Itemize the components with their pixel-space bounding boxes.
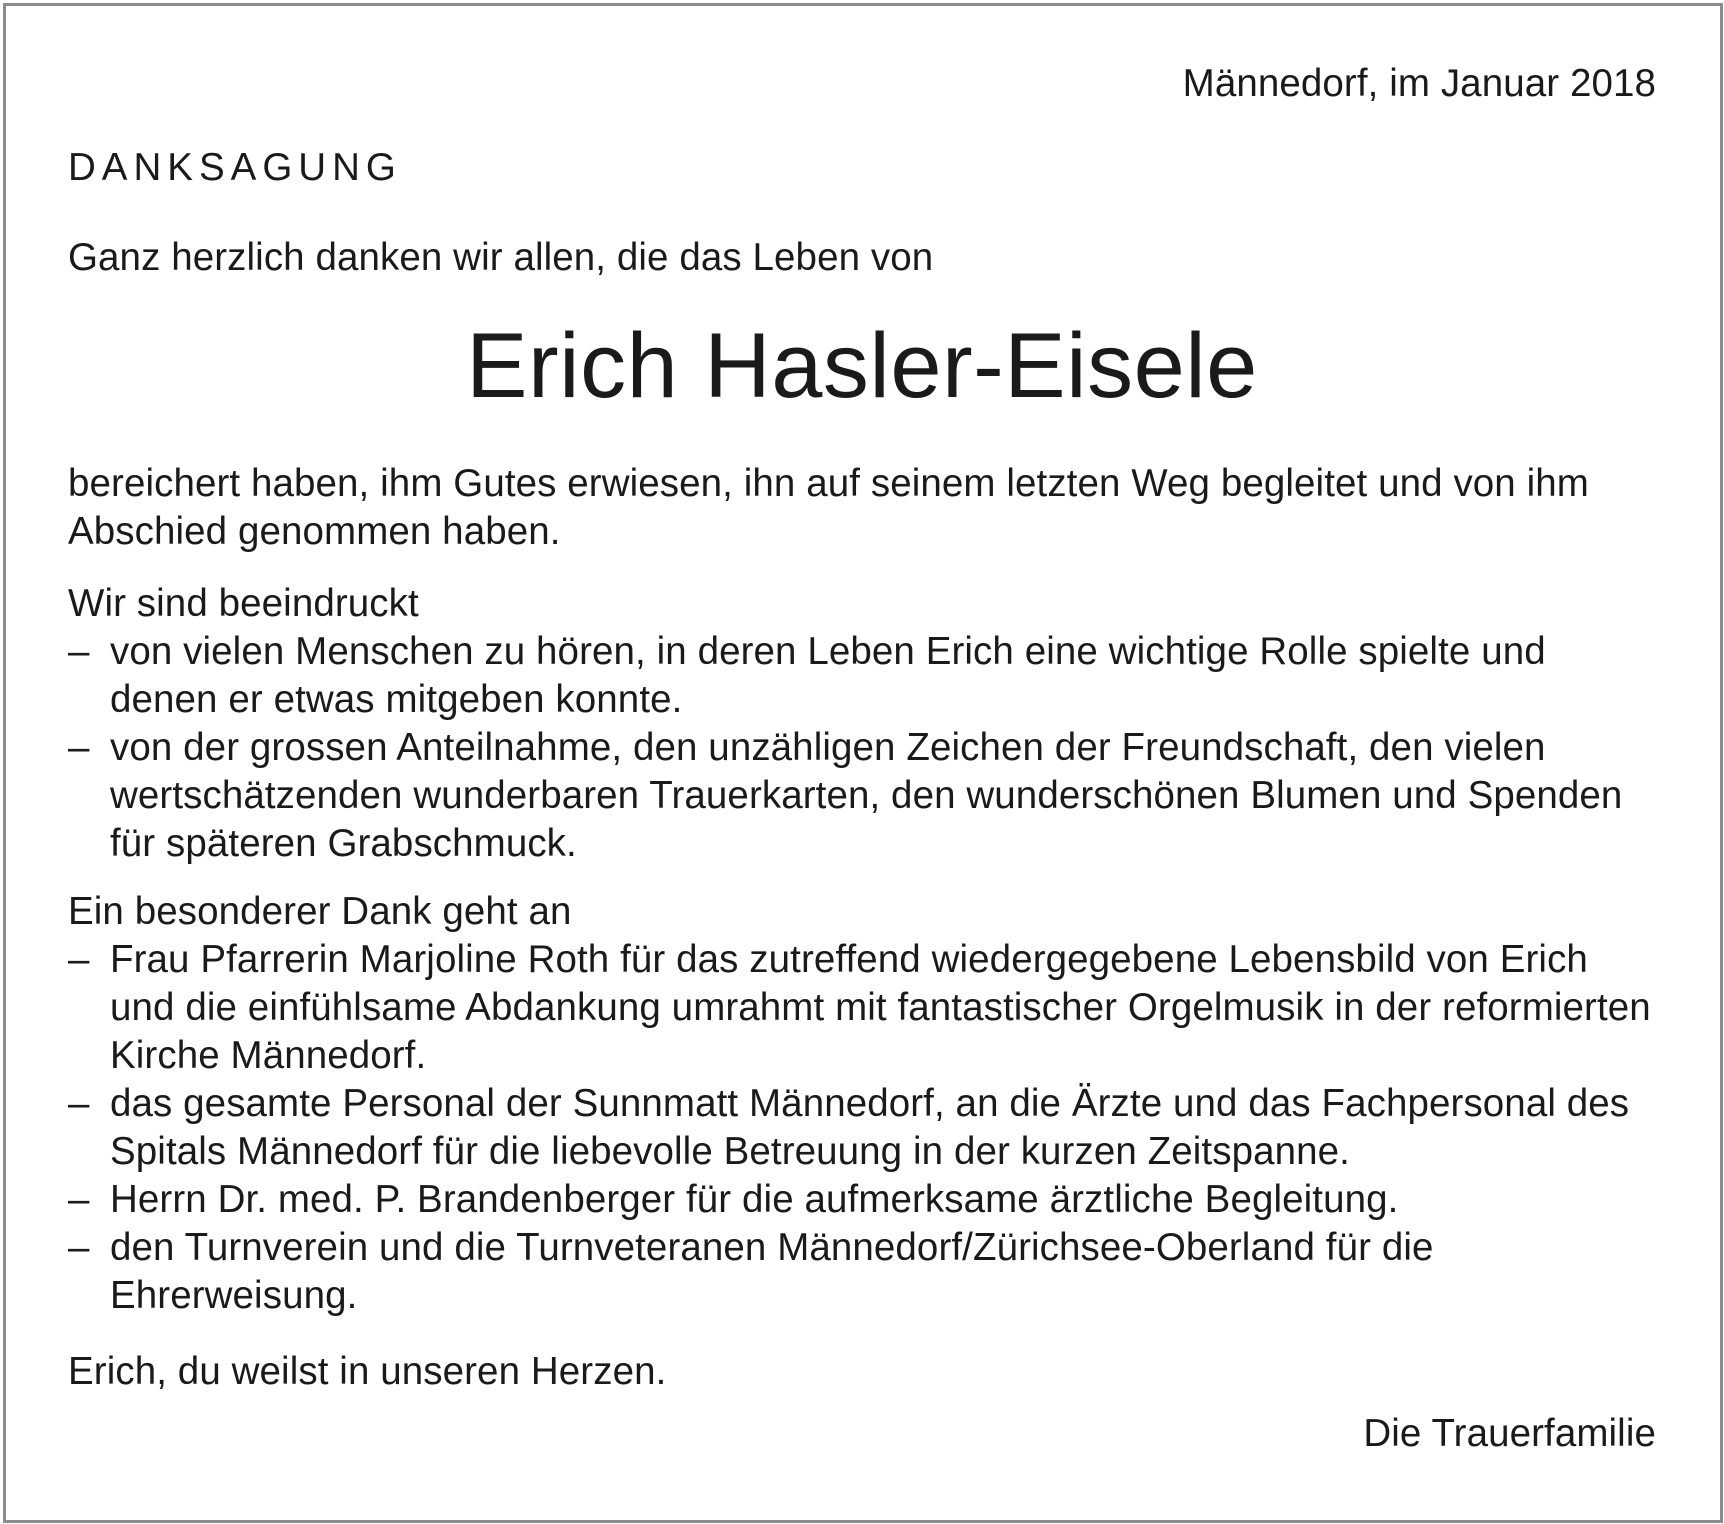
dash-marker: – <box>68 630 90 673</box>
impressed-lead: Wir sind beeindruckt <box>68 582 419 625</box>
thanks-item <box>68 1080 1656 1176</box>
impressed-item-text: von der grossen Anteilnahme, den unzähligen Zeichen der Freundschaft, den vielen wertschätzenden wunderbaren Trauerkarten, den wunderschönen Blumen und Spenden für späteren Grabschmuck. <box>110 726 1623 865</box>
impressed-item <box>68 628 1656 724</box>
dash-marker: – <box>68 1082 90 1125</box>
impressed-item-text: von vielen Menschen zu hören, in deren Leben Erich eine wichtige Rolle spielte und denen er etwas mitgeben konnte. <box>110 630 1546 721</box>
dash-marker: – <box>68 938 90 981</box>
signature: Die Trauerfamilie <box>1363 1412 1656 1455</box>
special-thanks-section <box>68 888 1656 1320</box>
impressed-section <box>68 580 1656 868</box>
special-thanks-lead: Ein besonderer Dank geht an <box>68 890 572 933</box>
thanks-item <box>68 1224 1656 1320</box>
impressed-item <box>68 724 1656 868</box>
dash-marker: – <box>68 1178 90 1221</box>
closing-line: Erich, du weilst in unseren Herzen. <box>68 1350 667 1393</box>
thanks-item-text: Herrn Dr. med. P. Brandenberger für die aufmerksame ärztliche Begleitung. <box>110 1178 1399 1221</box>
place-date: Männedorf, im Januar 2018 <box>1182 62 1656 105</box>
dash-marker: – <box>68 726 90 769</box>
thanks-item-text: Frau Pfarrerin Marjoline Roth für das zutreffend wiedergegebene Lebensbild von Erich und die einfühlsame Abdankung umrahmt mit fantastischer Orgelmusik in der reformierten Kirche Männedorf. <box>110 938 1651 1077</box>
thanks-item-text: den Turnverein und die Turnveteranen Männedorf/Zürichsee-Oberland für die Ehrerweisung. <box>110 1226 1434 1317</box>
thanks-item-text: das gesamte Personal der Sunnmatt Männedorf, an die Ärzte und das Fachpersonal des Spitals Männedorf für die liebevolle Betreuung in der kurzen Zeitspanne. <box>110 1082 1630 1173</box>
intro-line: Ganz herzlich danken wir allen, die das Leben von <box>68 236 934 279</box>
thanks-item <box>68 936 1656 1080</box>
thanks-item <box>68 1176 1656 1224</box>
paragraph-gratitude: bereichert haben, ihm Gutes erwiesen, ihn auf seinem letzten Weg begleitet und von ihm Abschied genommen haben. <box>68 462 1589 553</box>
deceased-name: Erich Hasler-Eisele <box>466 315 1258 417</box>
dash-marker: – <box>68 1226 90 1269</box>
notice-heading: DANKSAGUNG <box>68 146 402 189</box>
